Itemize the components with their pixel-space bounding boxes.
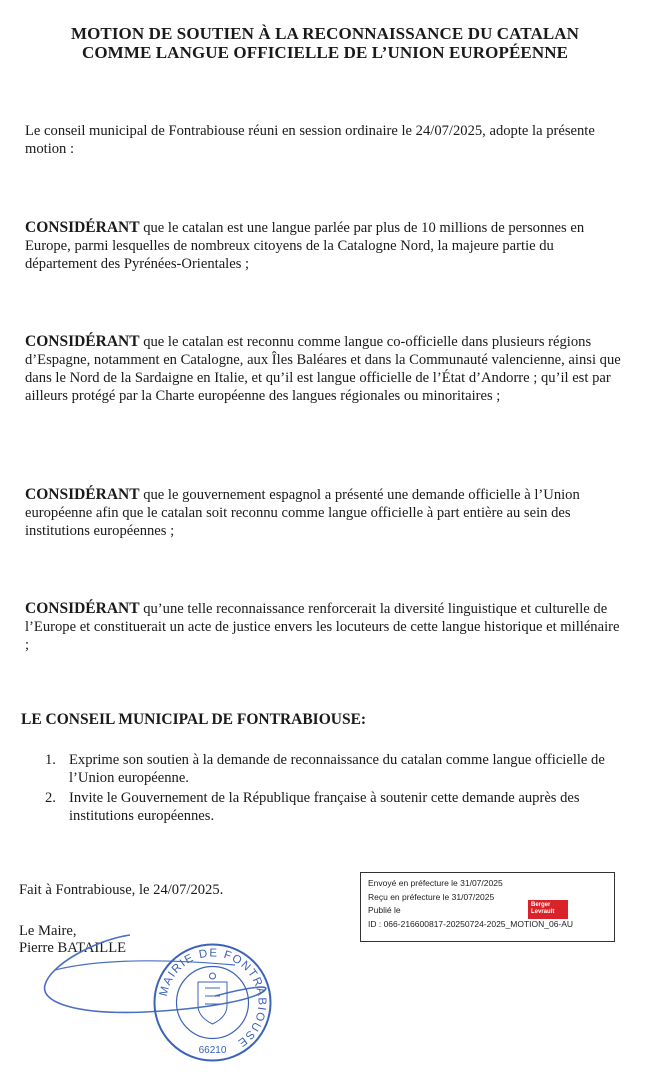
considerant-text: que le catalan est une langue parlée par plus de 10 millions de personnes en Europe, parmi lesquelles de nombreux citoyens de la Catalogne Nord, la majeure partie du département des Pyrénées-Orientales ; xyxy=(25,220,585,272)
received-date: Reçu en préfecture le 31/07/2025 xyxy=(368,891,495,902)
resolution-list xyxy=(45,752,620,828)
list-number: 1. xyxy=(45,752,56,768)
published-label: Publié le xyxy=(368,905,401,915)
title-line-2: COMME LANGUE OFFICIELLE DE L’UNION EUROPÉENNE xyxy=(81,43,569,62)
considerant-text: qu’une telle reconnaissance renforcerait la diversité linguistique et culturelle de l’Europe et constituerait un acte de justice envers les locuteurs de cette langue historique et millénaire ; xyxy=(25,601,620,653)
considerant-text: que le gouvernement espagnol a présenté une demande officielle à l’Union européenne afin que le catalan soit reconnu comme langue officielle à part entière au sein des institutions européennes ; xyxy=(25,487,580,539)
sent-date: Envoyé en préfecture le 31/07/2025 xyxy=(368,878,503,888)
list-item xyxy=(45,752,620,787)
considerant-1 xyxy=(25,219,625,273)
stamp-postcode: 66210 xyxy=(198,1045,227,1056)
fait-a-line: Fait à Fontrabiouse, le 24/07/2025. xyxy=(19,882,224,898)
list-text: Invite le Gouvernement de la République française à soutenir cette demande auprès des institutions européennes. xyxy=(69,790,580,824)
coat-of-arms-icon xyxy=(198,973,227,1024)
list-number: 2. xyxy=(45,790,56,806)
intro-paragraph: Le conseil municipal de Fontrabiouse réuni en session ordinaire le 24/07/2025, adopte la présente motion : xyxy=(25,123,595,157)
title-line-1: MOTION DE SOUTIEN À LA RECONNAISSANCE DU CATALAN xyxy=(70,24,580,43)
considerant-text: que le catalan est reconnu comme langue co-officielle dans plusieurs régions d’Espagne, notamment en Catalogne, aux Îles Baléares et dans la Communauté valencienne, ainsi que dans le Nord de la Sardaigne en Italie, et qu’il est langue officielle de l’État d’Andorre ; qu’il est par ailleurs protégé par la Charte européenne des langues régionales ou minoritaires ; xyxy=(25,334,621,404)
council-heading: LE CONSEIL MUNICIPAL DE FONTRABIOUSE: xyxy=(21,711,367,728)
maire-label: Le Maire, xyxy=(19,923,77,939)
considerant-4 xyxy=(25,600,625,654)
list-text: Exprime son soutien à la demande de reconnaissance du catalan comme langue officielle de l’Union européenne. xyxy=(69,752,605,786)
berger-levrault-logo: Berger Levrault xyxy=(528,900,568,919)
prefecture-receipt-box xyxy=(360,872,615,942)
stamp-ring-text: MAIRIE DE FONTRABIOUSE xyxy=(157,947,268,1050)
considerant-keyword: CONSIDÉRANT xyxy=(25,333,140,350)
act-id: ID : 066-216600817-20250724-2025_MOTION_06-AU xyxy=(368,918,574,929)
considerant-2 xyxy=(25,333,625,405)
maire-name: Pierre BATAILLE xyxy=(19,940,127,956)
list-item xyxy=(45,790,620,825)
considerant-keyword: CONSIDÉRANT xyxy=(25,219,140,236)
document-title xyxy=(0,24,650,62)
considerant-3 xyxy=(25,486,625,540)
considerant-keyword: CONSIDÉRANT xyxy=(25,600,140,617)
considerant-keyword: CONSIDÉRANT xyxy=(25,486,140,503)
mairie-stamp xyxy=(150,940,275,1065)
